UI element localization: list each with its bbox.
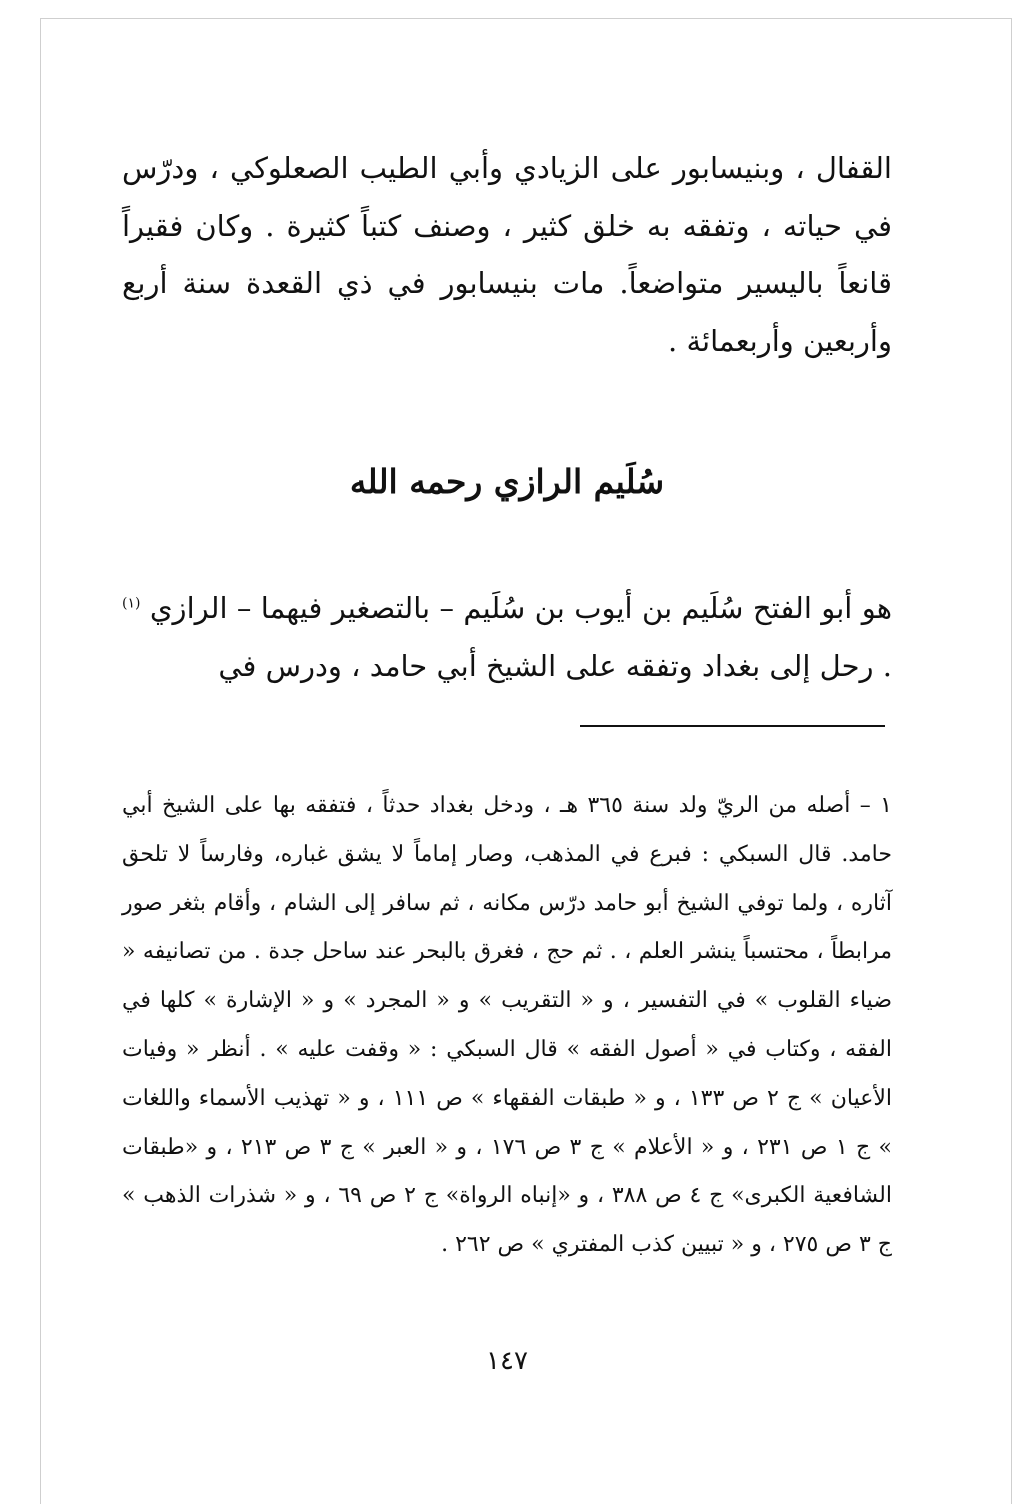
footnote-divider [580, 725, 885, 727]
paragraph-2 [122, 580, 892, 695]
paragraph-2-text: هو أبو الفتح سُلَيم بن أيوب بن سُلَيم – بالتصغير فيهما – الرازي [149, 591, 893, 625]
paragraph-1: القفال ، وبنيسابور على الزيادي وأبي الطيب الصعلوكي ، ودرّس في حياته ، وتفقه به خلق كثير ، وصنف كتباً كثيرة . وكان فقيراً قانعاً باليسير متواضعاً. مات بنيسابور في ذي القعدة سنة أربع وأربعين وأربعمائة . [122, 151, 892, 358]
page-number: ١٤٧ [486, 1346, 528, 1376]
footnote: ١ – أصله من الريّ ولد سنة ٣٦٥ هـ ، ودخل بغداد حدثاً ، فتفقه بها على الشيخ أبي حامد. قال السبكي : فبرع في المذهب، وصار إماماً لا يشق غباره، وفارساً لا تلحق آثاره ، ولما توفي الشيخ أبو حامد درّس مكانه ، ثم سافر إلى الشام ، وأقام بثغر صور مرابطاً ، محتسباً ينشر العلم ، . ثم حج ، فغرق بالبحر عند ساحل جدة . من تصانيفه « ضياء القلوب » في التفسير ، و « التقريب » و « المجرد » و « الإشارة » كلها في الفقه ، وكتاب في « أصول الفقه » قال السبكي : « وقفت عليه » . أنظر « وفيات الأعيان » ج ٢ ص ١٣٣ ، و « طبقات الفقهاء » ص ١١١ ، و « تهذيب الأسماء واللغات » ج ١ ص ٢٣١ ، و « الأعلام » ج ٣ ص ١٧٦ ، و « العبر » ج ٣ ص ٢١٣ ، و «طبقات الشافعية الكبرى» ج ٤ ص ٣٨٨ ، و «إنباه الرواة» ج ٢ ص ٦٩ ، و « شذرات الذهب » ج ٣ ص ٢٧٥ ، و « تبيين كذب المفتري » ص ٢٦٢ . [122, 793, 893, 1258]
footnote-reference[interactable]: (١) [122, 595, 141, 612]
paragraph-2-continued: . رحل إلى بغداد وتفقه على الشيخ أبي حامد ، ودرس في [218, 648, 892, 683]
section-heading: سُلَيم الرازي رحمه الله [349, 462, 665, 501]
